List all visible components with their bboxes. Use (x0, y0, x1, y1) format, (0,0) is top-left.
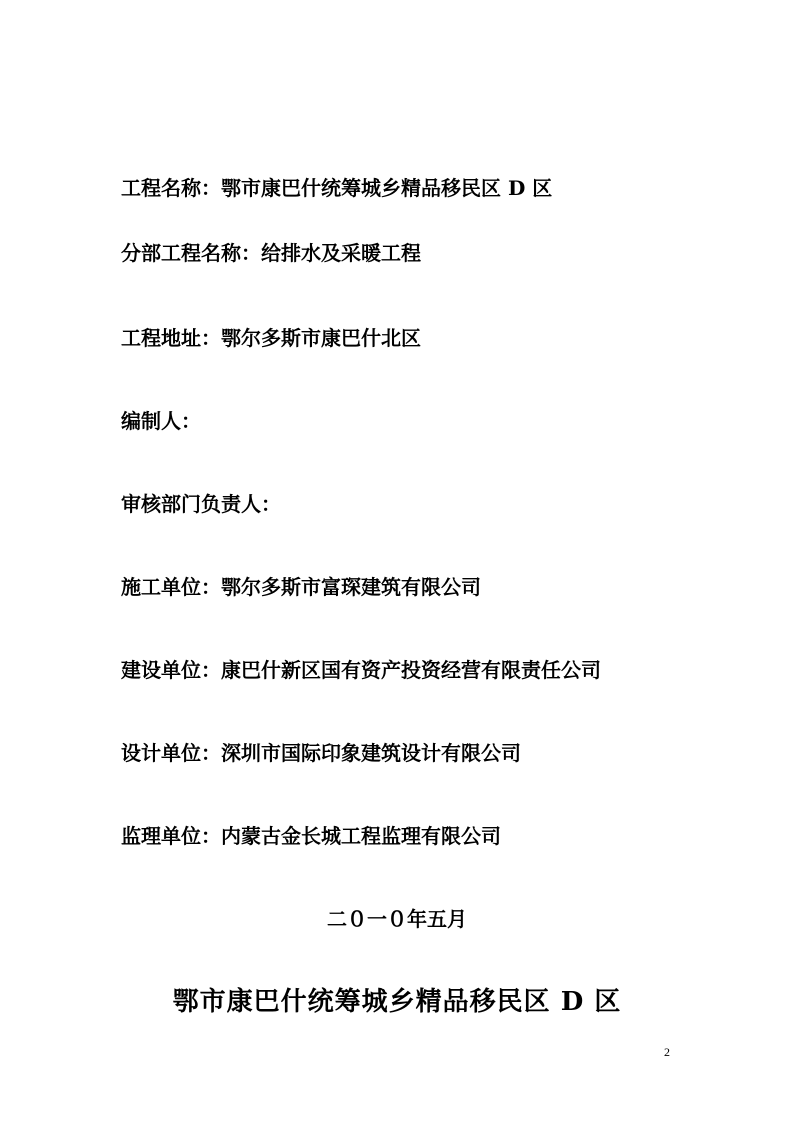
construction-unit-line: 施工单位：鄂尔多斯市富琛建筑有限公司 (121, 575, 481, 599)
review-head-line: 审核部门负责人： (121, 492, 281, 516)
project-title: 鄂市康巴什统筹城乡精品移民区 D 区 (172, 987, 622, 1017)
compiler-line: 编制人： (121, 409, 201, 433)
page-number: 2 (664, 1045, 670, 1059)
supervision-unit-line: 监理单位：内蒙古金长城工程监理有限公司 (121, 824, 501, 848)
project-address-line: 工程地址：鄂尔多斯市康巴什北区 (121, 326, 421, 350)
project-name-line: 工程名称：鄂市康巴什统筹城乡精品移民区 D 区 (121, 176, 553, 200)
document-date: 二０一０年五月 (327, 907, 467, 931)
owner-unit-line: 建设单位：康巴什新区国有资产投资经营有限责任公司 (121, 658, 601, 682)
sub-project-name-line: 分部工程名称：给排水及采暖工程 (121, 241, 421, 265)
design-unit-line: 设计单位：深圳市国际印象建筑设计有限公司 (121, 741, 521, 765)
